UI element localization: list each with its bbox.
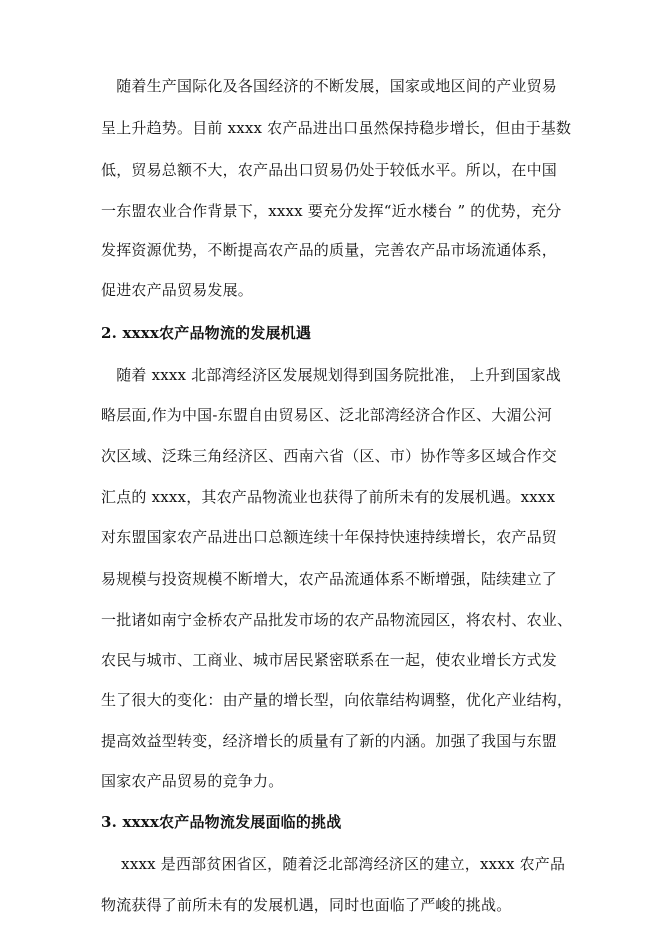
section-2-line-9: 生了很大的变化：由产量的增长型，向依靠结构调整，优化产业结构， [101,691,573,709]
section-2-heading: 2. xxxx农产品物流的发展机遇 [101,324,312,342]
section-2-line-4: 汇点的 xxxx，其农产品物流业也获得了前所未有的发展机遇。xxxx [101,488,556,506]
paragraph-1-line-2: 呈上升趋势。目前 xxxx 农产品进出口虽然保持稳步增长，但由于基数 [101,119,572,137]
paragraph-1-line-3: 低，贸易总额不大，农产品出口贸易仍处于较低水平。所以，在中国 [101,161,558,179]
section-3-line-2: 物流获得了前所未有的发展机遇，同时也面临了严峻的挑战。 [101,896,512,914]
section-2-line-2: 略层面,作为中国-东盟自由贸易区、泛北部湾经济合作区、大湄公河 [101,406,553,424]
section-2-line-10: 提高效益型转变，经济增长的质量有了新的内涵。加强了我国与东盟 [101,732,558,750]
section-2-line-1: 随着 xxxx 北部湾经济区发展规划得到国务院批准， 上升到国家战 [101,366,561,384]
paragraph-1-line-1: 随着生产国际化及各国经济的不断发展，国家或地区间的产业贸易 [101,77,558,95]
section-2-line-3: 次区域、泛珠三角经济区、西南六省（区、市）协作等多区域合作交 [101,447,558,465]
paragraph-1-line-6: 促进农产品贸易发展。 [101,281,254,299]
section-2-line-11: 国家农产品贸易的竞争力。 [101,772,284,790]
paragraph-1-line-4: 一东盟农业合作背景下，xxxx 要充分发挥“近水楼台 ” 的优势，充分 [101,202,562,220]
section-2-line-7: 一批诸如南宁金桥农产品批发市场的农产品物流园区，将农村、农业、 [101,611,573,629]
section-3-heading: 3. xxxx农产品物流发展面临的挑战 [101,813,342,831]
section-2-line-5: 对东盟国家农产品进出口总额连续十年保持快速持续增长，农产品贸 [101,528,558,546]
section-3-line-1: xxxx 是西部贫困省区，随着泛北部湾经济区的建立，xxxx 农产品 [101,855,566,873]
section-2-line-6: 易规模与投资规模不断增大，农产品流通体系不断增强，陆续建立了 [101,570,558,588]
section-2-line-8: 农民与城市、工商业、城市居民紧密联系在一起，使农业增长方式发 [101,651,558,669]
paragraph-1-line-5: 发挥资源优势，不断提高农产品的质量，完善农产品市场流通体系， [101,241,558,259]
